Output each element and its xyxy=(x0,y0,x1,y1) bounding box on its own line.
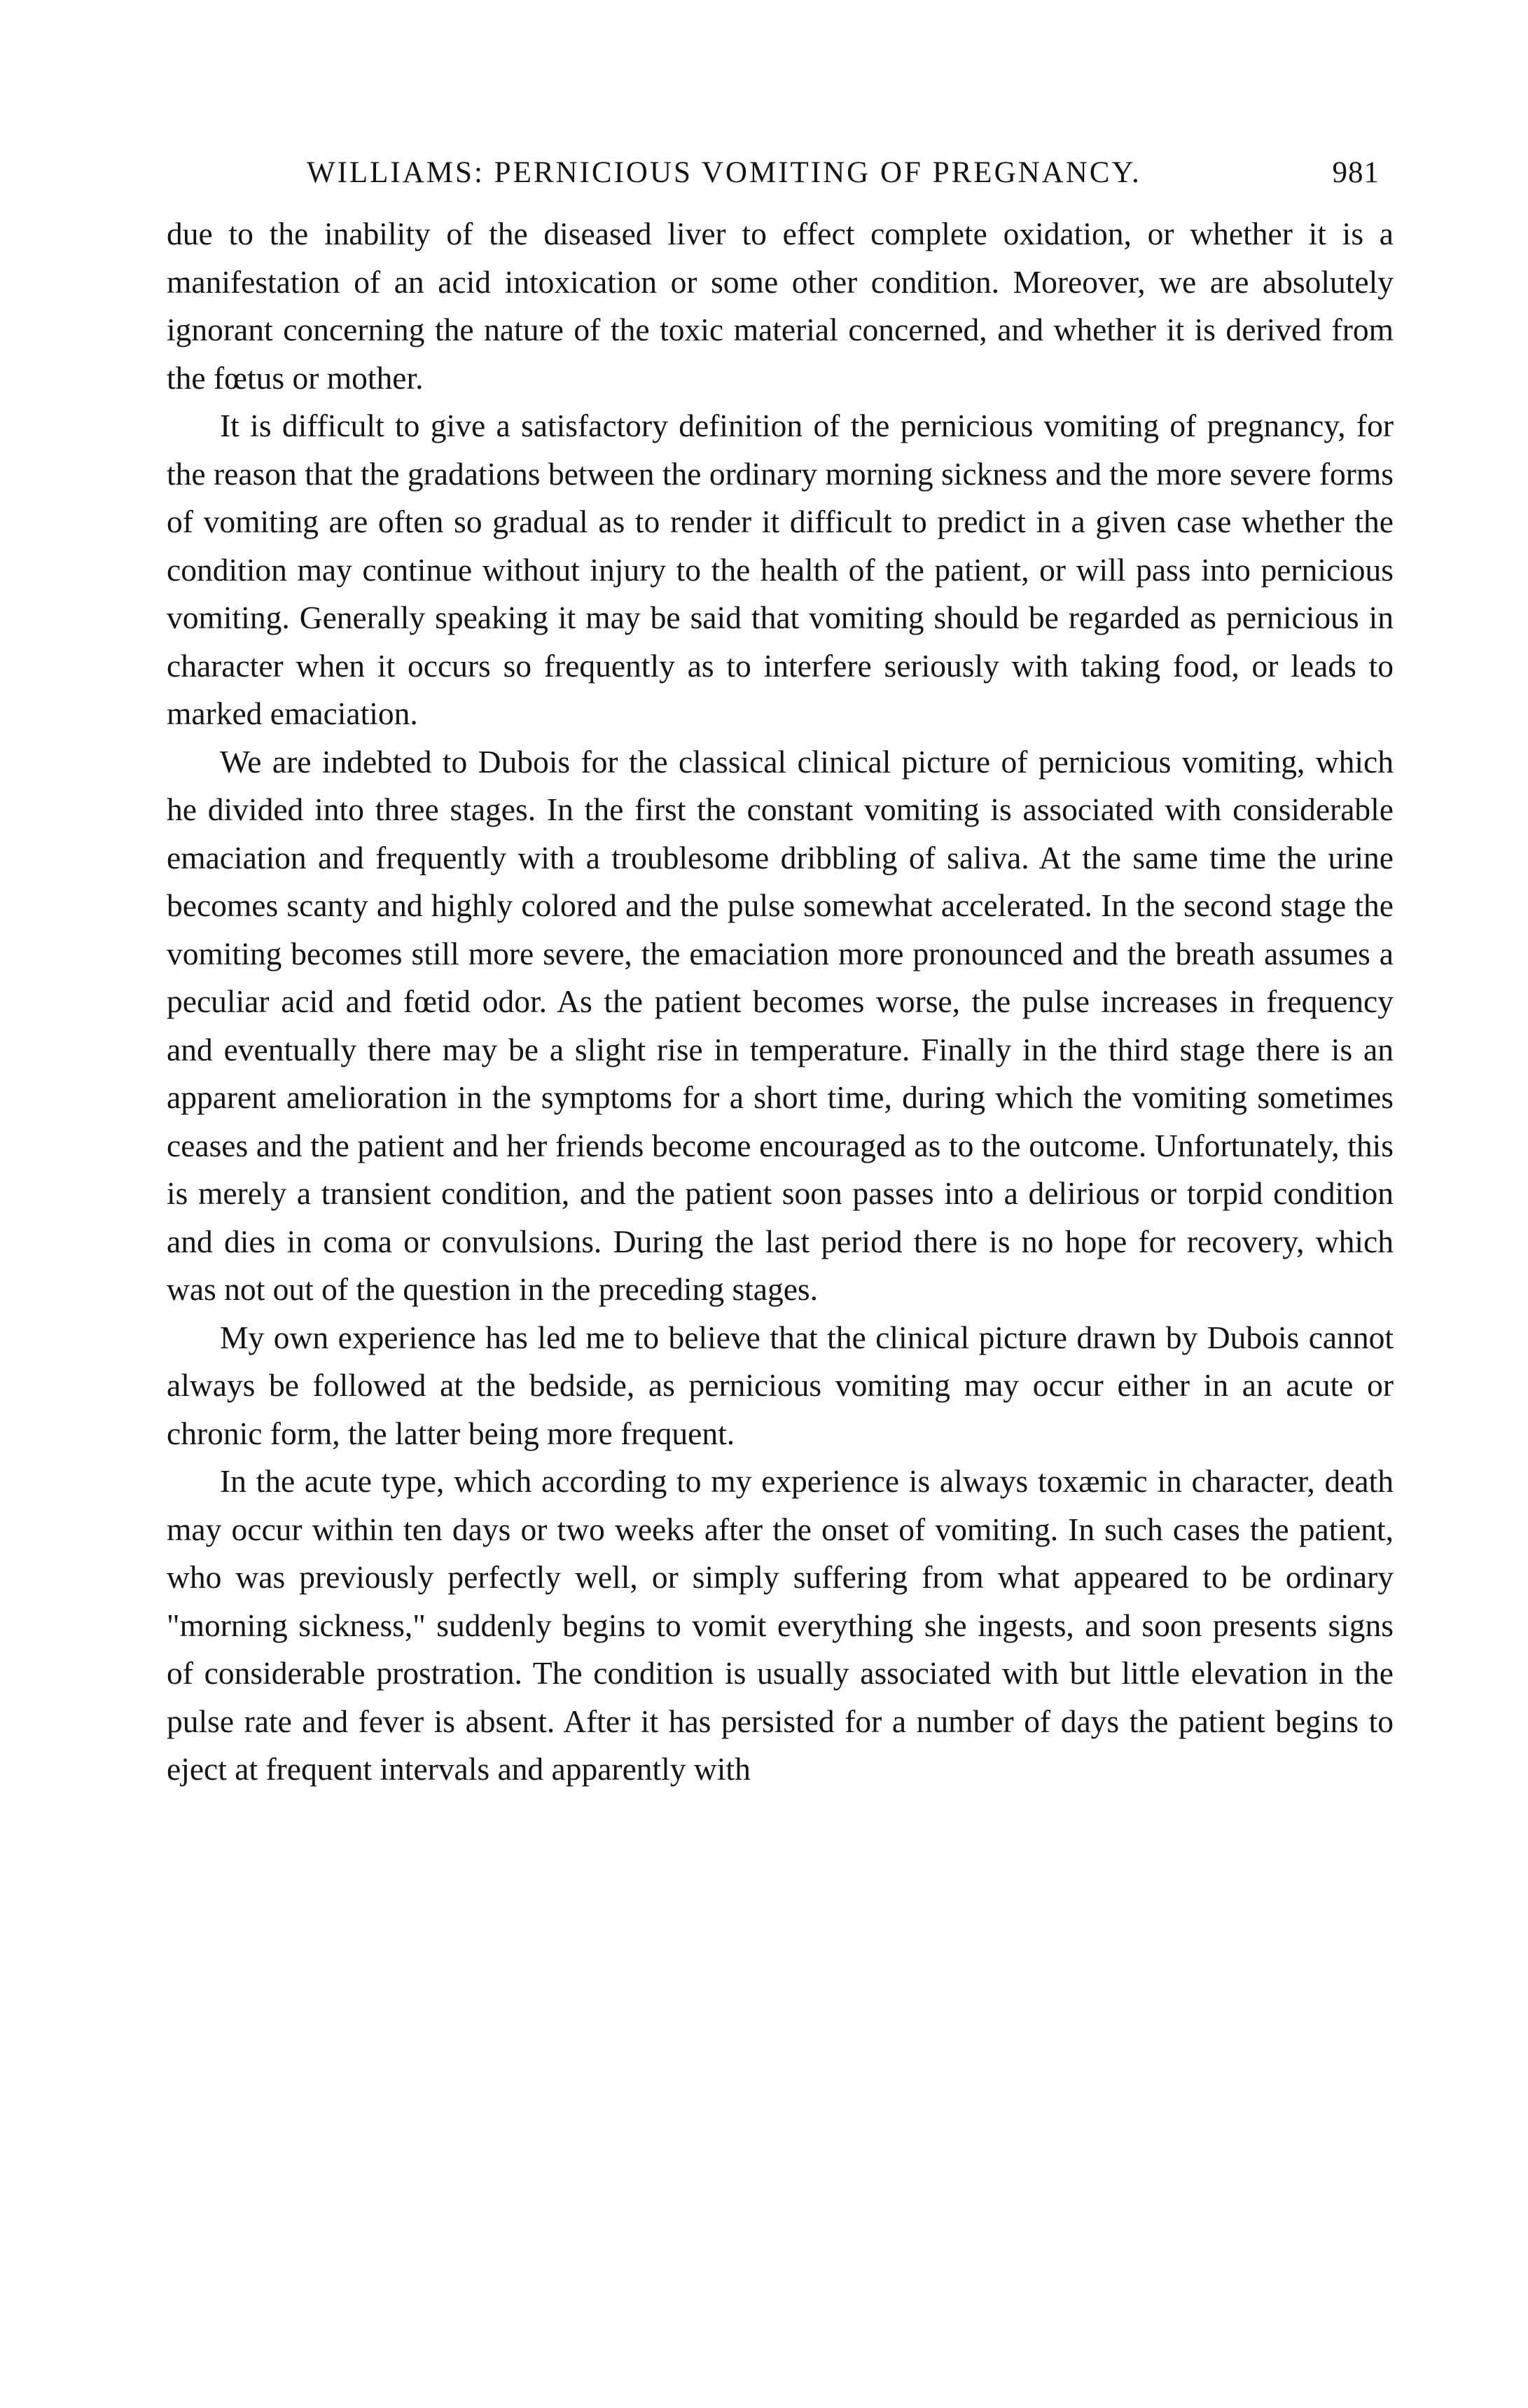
paragraph-acute-type: In the acute type, which according to my experience is always toxæmic in character, death may occur within ten days or two weeks after the onset of vomiting. In such cases the patient, who was previously perfectly well, or simply suffering from what appeared to be ordinary "morning sickness," suddenly begins to vomit everything she ingests, and soon presents signs of considerable prostration. The condition is usually associated with but little elevation in the pulse rate and fever is absent. After it has persisted for a number of days the patient begins to eject at frequent intervals and apparently with xyxy=(167,1463,1394,1787)
paragraph-definition: It is difficult to give a satisfactory definition of the pernicious vomiting of pregnancy, for the reason that the gradations between the ordinary morning sickness and the more severe forms of vomiting are often so gradual as to render it difficult to predict in a given case whether the condition may continue without injury to the health of the patient, or will pass into pernicious vomiting. Generally speaking it may be said that vomiting should be regarded as pernicious in character when it occurs so frequently as to interfere seriously with taking food, or leads to marked emaciation. xyxy=(167,408,1394,731)
running-title: WILLIAMS: PERNICIOUS VOMITING OF PREGNANCY. xyxy=(307,156,1141,189)
paragraph-experience: My own experience has led me to believe that the clinical picture drawn by Dubois cannot always be followed at the bedside, as pernicious vomiting may occur either in an acute or chronic form, the latter being more frequent. xyxy=(167,1319,1394,1451)
running-head xyxy=(167,155,1380,198)
page-number: 981 xyxy=(1332,156,1380,189)
paragraph-continued: due to the inability of the diseased liver to effect complete oxidation, or whether it is a manifestation of an acid intoxication or some other condition. Moreover, we are absolutely ignorant concerning the nature of the toxic material concerned, and whether it is derived from the fœtus or mother. xyxy=(167,216,1394,396)
paragraph-dubois-stages: We are indebted to Dubois for the classical clinical picture of pernicious vomiting, which he divided into three stages. In the first the constant vomiting is associated with considerable emaciation and frequently with a troublesome dribbling of saliva. At the same time the urine becomes scanty and highly colored and the pulse somewhat accelerated. In the second stage the vomiting becomes still more severe, the emaciation more pronounced and the breath assumes a peculiar acid and fœtid odor. As the patient becomes worse, the pulse increases in frequency and eventually there may be a slight rise in temperature. Finally in the third stage there is an apparent amelioration in the symptoms for a short time, during which the vomiting sometimes ceases and the patient and her friends become encouraged as to the outcome. Unfortunately, this is merely a transient condition, and the patient soon passes into a delirious or torpid condition and dies in coma or convulsions. During the last period there is no hope for recovery, which was not out of the question in the preceding stages. xyxy=(167,743,1394,1307)
body-text xyxy=(167,210,1394,1794)
